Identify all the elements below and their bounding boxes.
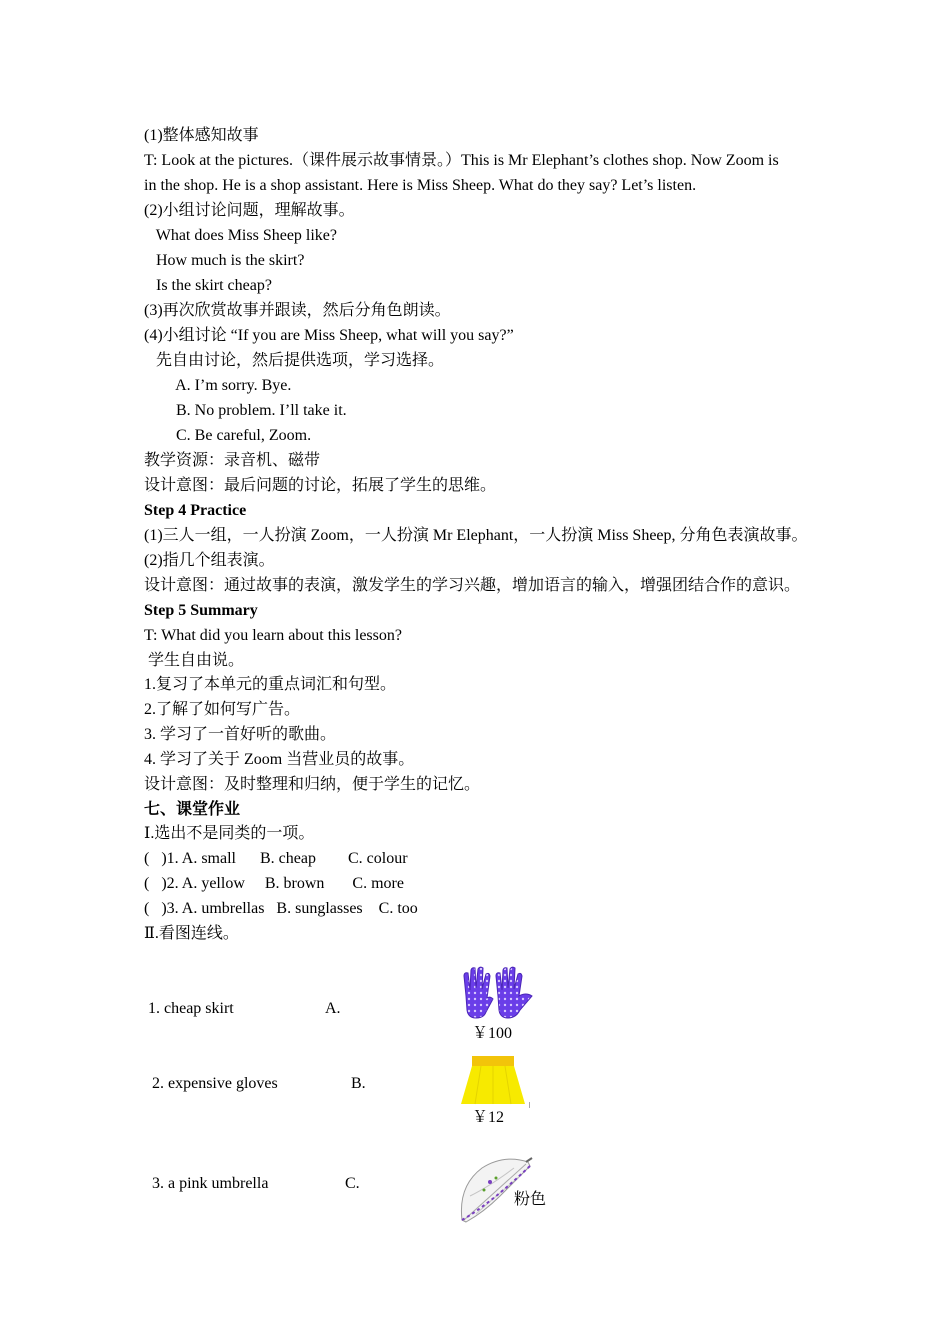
option-a: A. I’m sorry. Bye. — [144, 377, 292, 394]
option-b: B. No problem. I’ll take it. — [144, 402, 347, 419]
section-heading: 七、课堂作业 — [144, 801, 241, 818]
price-label: ￥12 — [472, 1109, 505, 1126]
text-line: 设计意图：通过故事的表演，激发学生的学习兴趣，增加语言的输入，增强团结合作的意识。 — [144, 577, 801, 594]
text-line: 教学资源：录音机、磁带 — [144, 452, 321, 469]
price-label: ￥100 — [472, 1025, 513, 1042]
question-row: ( )2. A. yellow B. brown C. more — [144, 875, 404, 892]
text-line: Ⅰ.选出不是同类的一项。 — [144, 825, 315, 842]
text-line: 设计意图：及时整理和归纳，便于学生的记忆。 — [144, 776, 481, 793]
match-letter: C. — [345, 1175, 360, 1192]
text-line: (2)指几个组表演。 — [144, 552, 275, 569]
text-line: How much is the skirt? — [144, 252, 305, 269]
text-line: 3. 学习了一首好听的歌曲。 — [144, 726, 337, 743]
text-line: 设计意图：最后问题的讨论，拓展了学生的思维。 — [144, 477, 497, 494]
text-line: Ⅱ.看图连线。 — [144, 925, 239, 942]
option-c: C. Be careful, Zoom. — [144, 427, 312, 444]
text-line: 先自由讨论，然后提供选项，学习选择。 — [144, 352, 445, 369]
color-label: 粉色 — [514, 1191, 547, 1208]
match-letter: B. — [351, 1075, 366, 1092]
text-line: What does Miss Sheep like? — [144, 227, 338, 244]
section-heading: Step 4 Practice — [144, 502, 247, 519]
section-heading: Step 5 Summary — [144, 602, 258, 619]
match-left-label: 2. expensive gloves — [152, 1075, 278, 1092]
text-line: (3)再次欣赏故事并跟读，然后分角色朗读。 — [144, 302, 451, 319]
text-line: (2)小组讨论问题，理解故事。 — [144, 202, 355, 219]
text-line: 1.复习了本单元的重点词汇和句型。 — [144, 676, 397, 693]
text-line: T: What did you learn about this lesson? — [144, 627, 402, 644]
text-line: (4)小组讨论 “If you are Miss Sheep, what will you say?” — [144, 327, 514, 344]
text-line: 2.了解了如何写广告。 — [144, 701, 301, 718]
match-left-label: 3. a pink umbrella — [152, 1175, 269, 1192]
text-line: Is the skirt cheap? — [144, 277, 272, 294]
text-line: (1)整体感知故事 — [144, 127, 259, 144]
match-letter: A. — [325, 1000, 341, 1017]
text-line: (1)三人一组，一人扮演 Zoom，一人扮演 Mr Elephant，一人扮演 Miss Sheep, 分角色表演故事。 — [144, 527, 808, 544]
question-row: ( )3. A. umbrellas B. sunglasses C. too — [144, 900, 418, 917]
text-line: 4. 学习了关于 Zoom 当营业员的故事。 — [144, 751, 415, 768]
text-line: T: Look at the pictures.（课件展示故事情景。）This is Mr Elephant’s clothes shop. Now Zoom is — [144, 152, 779, 169]
skirt-icon — [455, 1054, 531, 1110]
gloves-icon — [460, 966, 536, 1024]
question-row: ( )1. A. small B. cheap C. colour — [144, 850, 408, 867]
text-line: in the shop. He is a shop assistant. Here is Miss Sheep. What do they say? Let’s listen. — [144, 177, 697, 194]
text-line: 学生自由说。 — [144, 652, 245, 669]
match-left-label: 1. cheap skirt — [148, 1000, 234, 1017]
